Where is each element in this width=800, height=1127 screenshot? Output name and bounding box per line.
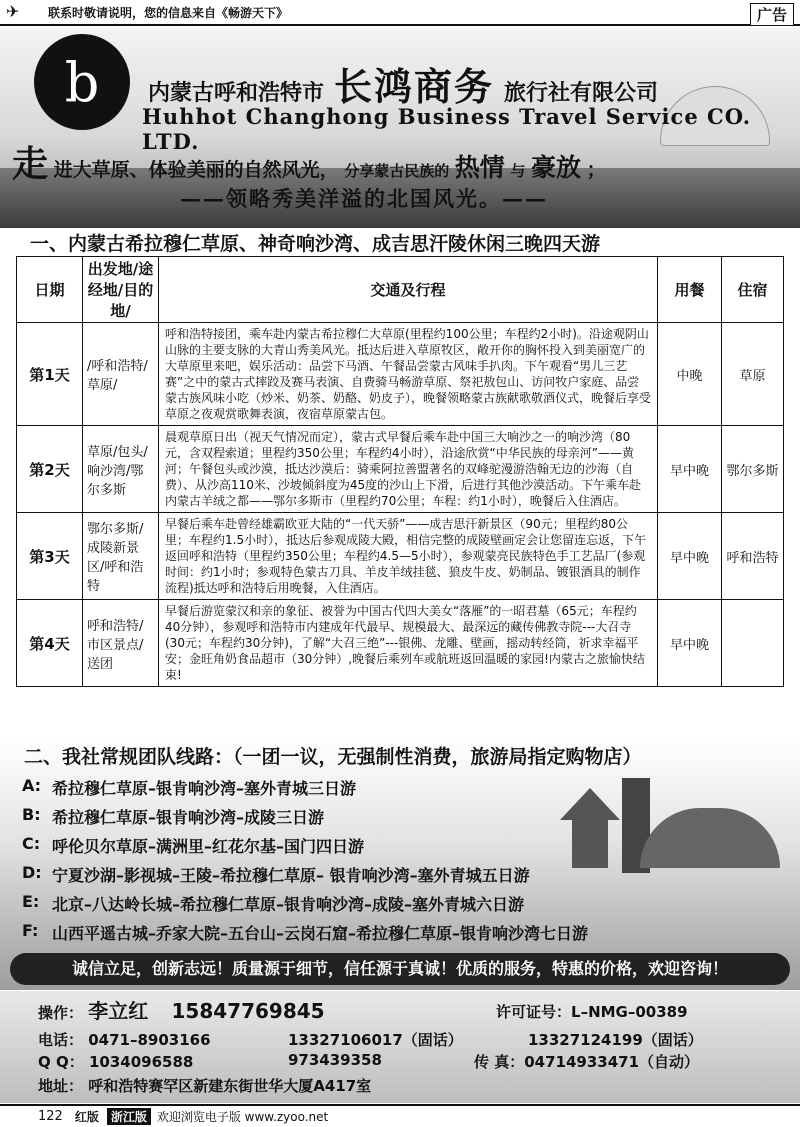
stay-cell: 鄂尔多斯 xyxy=(722,426,784,513)
list-item xyxy=(22,863,588,892)
slogan-line-2: ——领略秀美洋溢的北国风光。—— xyxy=(180,186,548,211)
table-row xyxy=(17,600,784,687)
operator-label: 操作： xyxy=(38,1004,84,1022)
qq-1: 1034096588 xyxy=(88,1053,194,1071)
place-cell: /呼和浩特/草原/ xyxy=(83,323,159,426)
route-text: 呼伦贝尔草原–满洲里–红花尔基–国门四日游 xyxy=(52,837,365,856)
header-stay: 住宿 xyxy=(722,257,784,323)
company-name-suffix: 旅行社有限公司 xyxy=(504,81,659,106)
header-day: 日期 xyxy=(17,257,83,323)
route-letter: E: xyxy=(22,892,40,911)
table-row xyxy=(17,323,784,426)
slogan-part-c: 热情 xyxy=(454,153,505,182)
top-bar xyxy=(0,0,800,26)
section-1-title: 一、内蒙古希拉穆仁草原、神奇响沙湾、成吉思汗陵休闲三晚四天游 xyxy=(30,233,601,255)
table-header-row xyxy=(17,257,784,323)
operator-name: 李立红 xyxy=(88,999,149,1023)
slogan-big-char: 走 xyxy=(12,143,49,185)
edition-label: 红版 xyxy=(74,1110,99,1124)
section-2-title: 二、我社常规团队线路：（一团一议，无强制性消费，旅游局指定购物店） xyxy=(24,746,642,768)
motto-banner: 诚信立足，创新志远！质量源于细节，信任源于真诚！优质的服务，特惠的价格，欢迎咨询！ xyxy=(10,953,790,985)
qq-2: 973439358 xyxy=(288,1051,382,1069)
place-cell: 鄂尔多斯/成陵新景区/呼和浩特 xyxy=(83,513,159,600)
company-brand: 长鸿商务 xyxy=(334,64,495,109)
license-row xyxy=(496,1001,688,1022)
company-name xyxy=(148,56,658,111)
website-note: 欢迎浏览电子版 www.zyoo.net xyxy=(156,1110,329,1124)
ad-badge: 广告 xyxy=(750,3,794,26)
page-footer xyxy=(0,1104,800,1127)
day-cell: 第1天 xyxy=(17,323,83,426)
company-english-name: Huhhot Changhong Business Travel Service CO. LTD. xyxy=(142,104,752,154)
slogan-part-d: 与 xyxy=(510,162,526,180)
slogan-part-b: 分享蒙古民族的 xyxy=(344,162,450,180)
fax-row xyxy=(474,1051,699,1072)
license-number: L–NMG–00389 xyxy=(571,1003,688,1021)
meal-cell: 早中晚 xyxy=(658,600,722,687)
meal-cell: 中晚 xyxy=(658,323,722,426)
route-text: 希拉穆仁草原–银肯响沙湾–塞外青城三日游 xyxy=(52,779,357,798)
list-item xyxy=(22,921,588,950)
stay-cell: 呼和浩特 xyxy=(722,513,784,600)
license-label: 许可证号： xyxy=(496,1003,572,1021)
route-letter: C: xyxy=(22,834,41,853)
list-item xyxy=(22,834,588,863)
operator-row xyxy=(38,995,325,1024)
contact-panel xyxy=(0,991,800,1103)
address-text: 呼和浩特赛罕区新建东街世华大厦A417室 xyxy=(88,1077,372,1095)
route-letter: A: xyxy=(22,776,42,795)
desc-cell: 早餐后游览蒙汉和亲的象征、被誉为中国古代四大美女“落雁”的一昭君墓（65元；车程约40分钟），参观呼和浩特市内建成年代最早、规模最大、最深远的藏传佛教寺院---大召寺(30元；车程约30分钟)，了解“大召三绝”---银佛、龙雕、壁画，摇动转经筒，祈求幸福平安；金旺角奶食品超市（30分钟）,晚餐后乘列车或航班返回温暖的家园!内蒙古之旅愉快结束! xyxy=(159,600,658,687)
list-item xyxy=(22,892,588,921)
tel-2: 13327106017（固话） xyxy=(288,1031,463,1049)
tel-3: 13327124199（固话） xyxy=(528,1031,703,1049)
fax-number: 04714933471（自动） xyxy=(524,1053,700,1071)
desc-cell: 晨观草原日出（视天气情况而定），蒙古式早餐后乘车赴中国三大响沙之一的响沙湾（80元，含双程索道；里程约350公里；车程约4小时），沿途欣赏“中华民族的母亲河”——黄河；午餐包头或沙漠，抵达沙漠后：骑乘阿拉善盟著名的双峰驼漫游浩翰无边的沙海（自费）、从沙高110米、沙坡倾斜度为45度的沙山上下滑，后进行其他沙漠活动。下午乘车赴内蒙古羊绒之都——鄂尔多斯市（里程约70公里；车程：约1小时），晚餐后入住酒店。 xyxy=(159,426,658,513)
company-name-prefix: 内蒙古呼和浩特市 xyxy=(148,81,325,106)
route-list xyxy=(22,776,588,950)
day-cell: 第3天 xyxy=(17,513,83,600)
slogan-line-1 xyxy=(12,136,606,187)
route-text: 北京–八达岭长城–希拉穆仁草原–银肯响沙湾–成陵–塞外青城六日游 xyxy=(52,895,525,914)
page-number: 122 xyxy=(38,1109,63,1124)
routes-section xyxy=(0,738,800,990)
list-item xyxy=(22,776,588,805)
magazine-logo-icon: ✈ xyxy=(6,2,20,21)
table-row xyxy=(17,513,784,600)
place-cell: 呼和浩特/市区景点/送团 xyxy=(83,600,159,687)
address-row xyxy=(38,1075,371,1096)
tel-1: 0471–8903166 xyxy=(88,1031,211,1049)
operator-phone: 15847769845 xyxy=(171,999,325,1023)
meal-cell: 早中晚 xyxy=(658,426,722,513)
itinerary-table xyxy=(16,256,784,687)
tomb-illustration xyxy=(640,808,780,868)
route-letter: F: xyxy=(22,921,39,940)
route-text: 山西平遥古城–乔家大院–五台山–云岗石窟–希拉穆仁草原–银肯响沙湾七日游 xyxy=(52,924,589,943)
qq-row xyxy=(38,1051,193,1072)
company-header xyxy=(0,28,800,228)
slogan-end: ； xyxy=(586,159,606,181)
stay-cell xyxy=(722,600,784,687)
route-text: 宁夏沙湖–影视城–王陵–希拉穆仁草原– 银肯响沙湾–塞外青城五日游 xyxy=(52,866,530,885)
fax-label: 传 真： xyxy=(474,1053,525,1071)
meal-cell: 早中晚 xyxy=(658,513,722,600)
day-cell: 第2天 xyxy=(17,426,83,513)
tel-row xyxy=(38,1029,211,1050)
header-route: 交通及行程 xyxy=(159,257,658,323)
source-note: 联系时敬请说明，您的信息来自《畅游天下》 xyxy=(48,5,289,20)
header-place: 出发地/途经地/目的地/ xyxy=(83,257,159,323)
day-cell: 第4天 xyxy=(17,600,83,687)
stay-cell: 草原 xyxy=(722,323,784,426)
address-label: 地址： xyxy=(38,1077,84,1095)
qq-label: Q Q： xyxy=(38,1053,84,1071)
table-row xyxy=(17,426,784,513)
slogan-part-e: 豪放 xyxy=(530,153,581,182)
route-letter: D: xyxy=(22,863,42,882)
place-cell: 草原/包头/响沙湾/鄂尔多斯 xyxy=(83,426,159,513)
province-badge: 浙江版 xyxy=(107,1108,151,1125)
desc-cell: 早餐后乘车赴曾经雄霸欧亚大陆的“一代天骄”——成吉思汗新景区（90元；里程约80公里；车程约1.5小时），抵达后参观成陵大殿，相信完整的成陵壁画定会让您留连忘返，下午返回呼和浩特（里程约350公里；车程约4.5—5小时），参观蒙亮民族特色手工艺品厂(参观时间：约1小时；参观特色蒙古刀具、羊皮羊绒挂毯、狼皮牛皮、奶制品、镀银酒具的制作流程)抵达呼和浩特后用晚餐，入住酒店。 xyxy=(159,513,658,600)
slogan-part-a: 进大草原、体验美丽的自然风光， xyxy=(53,159,339,181)
company-emblem-icon: b xyxy=(34,34,130,130)
desc-cell: 呼和浩特接团，乘车赴内蒙古希拉穆仁大草原(里程约100公里；车程约2小时)。沿途观阴山山脉的主要支脉的大青山秀美风光。抵达后进入草原牧区，敞开你的胸怀投入到美丽宽广的大草原里来吧，娱乐活动：品尝下马酒、午餐品尝蒙古风味手扒肉。下午观看“男儿三艺赛”之中的蒙古式摔跤及赛马表演、自费骑马畅游草原、祭祀敖包山、访问牧户家庭、品尝蒙古族风味小吃（炒米、奶茶、奶酪、奶皮子），晚餐领略蒙古族献歌敬酒仪式，晚餐后享受草原之夜观赏歌舞表演，夜宿草原蒙古包。 xyxy=(159,323,658,426)
route-letter: B: xyxy=(22,805,41,824)
route-text: 希拉穆仁草原–银肯响沙湾–成陵三日游 xyxy=(52,808,325,827)
tel-label: 电话： xyxy=(38,1031,84,1049)
list-item xyxy=(22,805,588,834)
header-meal: 用餐 xyxy=(658,257,722,323)
